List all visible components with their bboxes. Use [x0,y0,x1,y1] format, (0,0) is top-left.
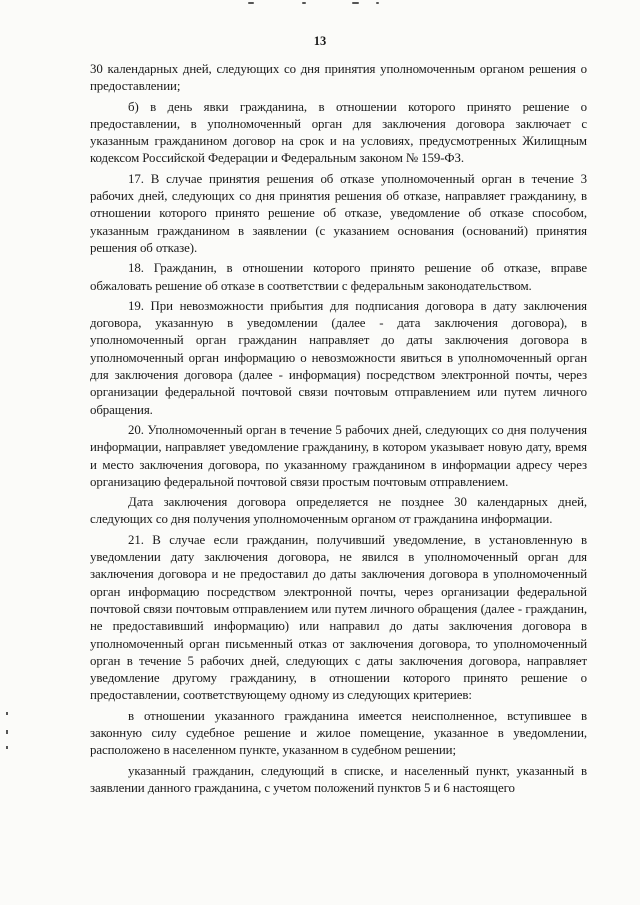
paragraph-17: 17. В случае принятия решения об отказе уполномоченный орган в течение 3 рабочих дней, следующих со дня принятия решения об отказе, направляет гражданину, в отношении которого принято решение об отказе, уведомление об отказе способом, указанным гражданином в заявлении (с указанием основания (оснований) принятия решения об отказе). [90,171,587,255]
paragraph-21-criterion-2: указанный гражданин, следующий в списке, и населенный пункт, указанный в заявлении данного гражданина, с учетом положений пунктов 5 и 6 настоящего [90,763,587,795]
scan-artifact-marks [240,0,400,8]
page-number: 13 [313,34,327,48]
paragraph-19: 19. При невозможности прибытия для подписания договора в дату заключения договора, указанную в уведомлении (далее - дата заключения договора), в уполномоченный орган гражданин направляет до даты заключения договора в уполномоченный орган информацию о невозможности явиться в уполномоченный орган для заключения договора (далее - информация) посредством электронной почты, через организации федеральной почтовой связи почтовым отправлением или путем личного обращения. [90,298,587,417]
paragraph-20-date: Дата заключения договора определяется не позднее 30 календарных дней, следующих со дня получения уполномоченным органом от гражданина информации. [90,495,587,527]
paragraph-20: 20. Уполномоченный орган в течение 5 рабочих дней, следующих со дня получения информации, направляет уведомление гражданину, в котором указывает новую дату, время и место заключения договора, по указанному гражданином в информации адресу через организацию федеральной почтовой связи простым почтовым отправлением. [90,422,587,489]
paragraph-16b: б) в день явки гражданина, в отношении которого принято решение о предоставлении, в уполномоченный орган для заключения договора заключает с указанным гражданином договор на срок и на условиях, предусмотренных Жилищным кодексом Российской Федерации и Федеральным законом № 159-ФЗ. [90,99,587,166]
document-body [90,61,587,800]
paragraph-21: 21. В случае если гражданин, получивший уведомление, в установленную в уведомлении дату заключения договора, не явился в уполномоченный орган для заключения договора и не предоставил до даты заключения договора в уполномоченный орган информацию посредством электронной почты, через организации федеральной почтовой связи почтовым отправлением или путем личного обращения (далее - гражданин, не предоставивший информацию) или направил до даты заключения договора в уполномоченный орган письменный отказ от заключения договора, то уполномоченный орган в течение 5 рабочих дней, следующих с даты заключения договора, направляет уведомление другому гражданину, в отношении которого принято решение о предоставлении, соответствующему одному из следующих критериев: [90,532,587,703]
paragraph-18: 18. Гражданин, в отношении которого принято решение об отказе, вправе обжаловать решение об отказе в соответствии с федеральным законодательством. [90,261,587,293]
paragraph-21-criterion-1: в отношении указанного гражданина имеется неисполненное, вступившее в законную силу судебное решение и жилое помещение, указанное в уведомлении, расположено в населенном пункте, указанном в судебном решении; [90,708,587,758]
paragraph-continuation: 30 календарных дней, следующих со дня принятия уполномоченным органом решения о предоставлении; [90,62,587,94]
scan-artifact-margin [4,712,10,752]
